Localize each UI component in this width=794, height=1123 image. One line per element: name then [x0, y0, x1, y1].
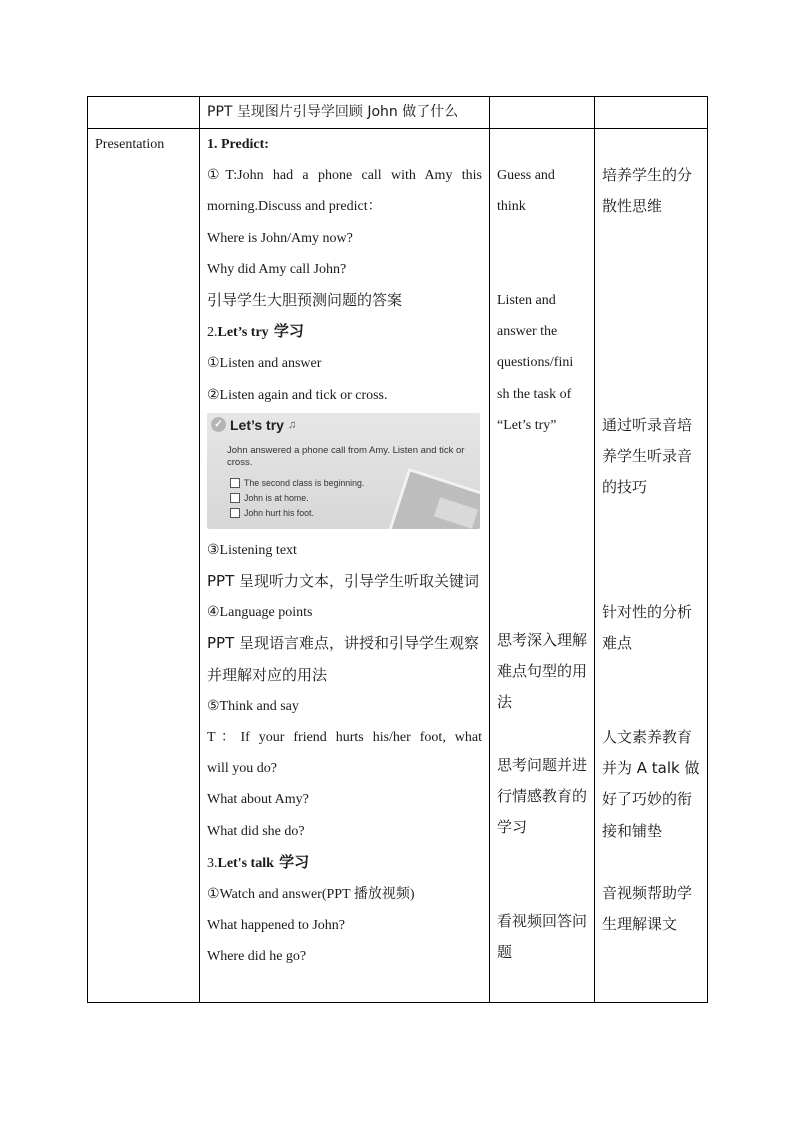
headphones-icon: ♫: [287, 418, 297, 431]
student-guess-2: think: [497, 199, 526, 215]
lets-talk-title: Let's talk: [217, 855, 274, 871]
spacer: [602, 847, 700, 878]
option-text: John hurt his foot.: [244, 508, 314, 519]
student-think-language: 思考深入理解难点句型的用法: [497, 630, 588, 712]
lets-try-heading: [207, 316, 482, 348]
spacer: [602, 503, 700, 597]
lets-try-textbook-image: [207, 413, 480, 529]
lets-try-image-header: [211, 417, 296, 433]
predict-title: 1. Predict:: [207, 137, 269, 152]
list-item: [230, 476, 364, 491]
option-text: John is at home.: [244, 493, 309, 504]
spacer: [497, 875, 587, 906]
lets-try-step-2: ②Listen again and tick or cross.: [207, 387, 388, 403]
think-question-1b: will you do?: [207, 761, 277, 777]
think-question-2: What about Amy?: [207, 792, 309, 808]
review-cell: [200, 97, 490, 129]
lets-try-image-intro: John answered a phone call from Amy. Listen and tick or cross.: [227, 444, 465, 468]
lesson-plan-table: [87, 96, 708, 1003]
list-item: [230, 506, 364, 521]
student-listen-3: questions/fini: [497, 355, 574, 371]
lets-try-step-1: ①Listen and answer: [207, 356, 322, 372]
spacer: [602, 660, 700, 691]
language-guide: PPT 呈现语言难点，讲授和引导学生观察并理解对应的用法: [207, 634, 480, 684]
predict-line-1: ①T:John had a phone call with Amy this: [207, 168, 482, 184]
table-row: [88, 129, 708, 1003]
predict-question-1: Where is John/Amy now?: [207, 230, 353, 246]
purpose-cell: [595, 129, 708, 1003]
list-item: [230, 491, 364, 506]
think-and-say: ⑤Think and say: [207, 698, 299, 714]
spacer: [497, 719, 587, 750]
spacer: [497, 441, 587, 625]
lets-try-title: Let’s try: [217, 325, 269, 341]
activity-badge-icon: ✓: [211, 417, 226, 432]
purpose-analysis: 针对性的分析难点: [602, 603, 693, 653]
lets-talk-number: 3.: [207, 855, 218, 871]
listening-guide: PPT 呈现听力文本，引导学生听取关键词: [207, 572, 480, 591]
student-think-emotion: 思考问题并进行情感教育的学习: [497, 755, 588, 837]
student-activity-cell: [490, 129, 595, 1003]
purpose-av-help: 音视频帮助学生理解课文: [602, 883, 693, 934]
think-question-3: What did she do?: [207, 823, 305, 839]
predict-line-2: morning.Discuss and predict：: [207, 199, 382, 215]
think-question-1a: T：If your friend hurts his/her foot, what: [207, 730, 482, 746]
student-cell-empty: [490, 97, 595, 129]
lets-try-image-title: Let’s try: [230, 416, 284, 433]
option-text: The second class is beginning.: [244, 478, 365, 489]
stage-cell-empty: [88, 97, 200, 129]
purpose-humanistic: 人文素养教育并为 A talk 做好了巧妙的衔接和铺垫: [602, 727, 700, 840]
listening-text: ③Listening text: [207, 542, 297, 558]
student-guess-1: Guess and: [497, 168, 555, 184]
purpose-listening-skill: 通过听录音培养学生听录音的技巧: [602, 415, 693, 496]
spacer: [497, 223, 587, 254]
purpose-divergent: 培养学生的分散性思维: [602, 166, 693, 216]
language-points: ④Language points: [207, 605, 313, 621]
checkbox-icon: [230, 478, 240, 488]
student-listen-1: Listen and: [497, 292, 556, 308]
spacer: [602, 223, 700, 410]
student-listen-4: sh the task of: [497, 386, 572, 402]
student-listen-5: “Let’s try”: [497, 417, 557, 433]
lets-talk-suffix: 学习: [273, 852, 310, 871]
predict-question-2: Why did Amy call John?: [207, 261, 347, 277]
lets-try-image-options: [230, 476, 364, 521]
spacer: [497, 843, 587, 874]
predict-guide: 引导学生大胆预测问题的答案: [207, 291, 403, 310]
review-text: PPT 呈现图片引导学回顾 John 做了什么: [207, 104, 459, 120]
lets-talk-question-1: What happened to John?: [207, 918, 346, 934]
spacer: [497, 254, 587, 285]
student-watch: 看视频回答问题: [497, 911, 588, 961]
spacer: [602, 691, 700, 722]
lets-try-number: 2.: [207, 325, 218, 341]
student-listen-2: answer the: [497, 324, 558, 340]
lets-talk-step-1: ①Watch and answer(PPT 播放视频): [207, 887, 415, 903]
table-row: [88, 97, 708, 129]
stage-label: Presentation: [95, 137, 165, 152]
steps-cell: [200, 129, 490, 1003]
lets-try-suffix: 学习: [268, 322, 304, 341]
spacer: [497, 129, 587, 160]
stage-cell: [88, 129, 200, 1003]
purpose-cell-empty: [595, 97, 708, 129]
checkbox-icon: [230, 493, 240, 503]
checkbox-icon: [230, 508, 240, 518]
lets-talk-heading: [207, 847, 482, 879]
lets-talk-question-2: Where did he go?: [207, 949, 307, 965]
spacer: [602, 129, 700, 160]
